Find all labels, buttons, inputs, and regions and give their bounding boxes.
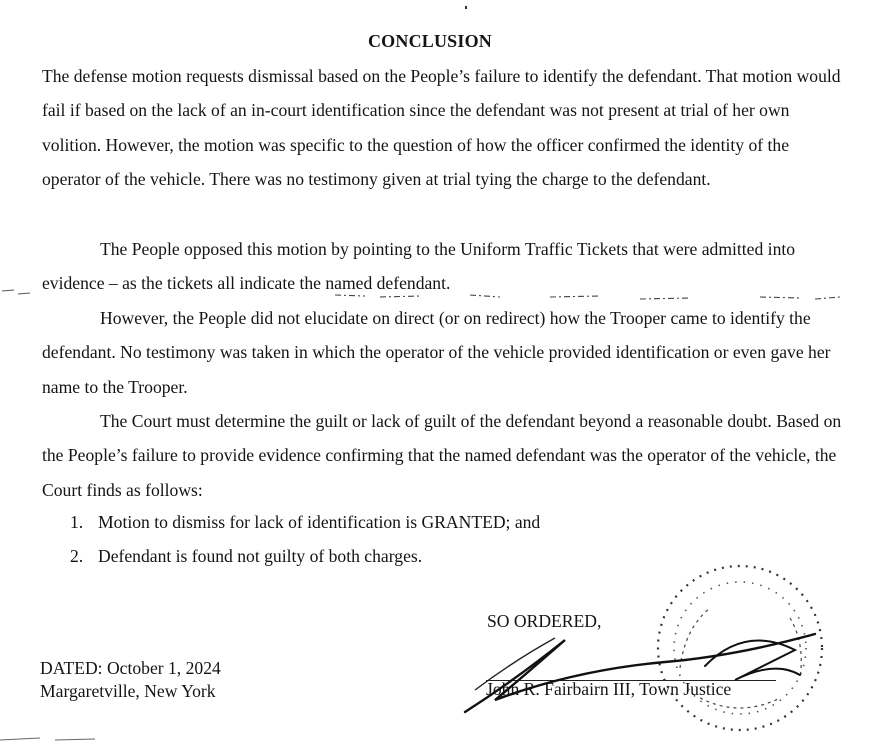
- judge-name: John R. Fairbairn III, Town Justice: [486, 679, 732, 699]
- so-ordered-label: SO ORDERED,: [487, 611, 602, 631]
- dated-block: [40, 657, 221, 703]
- section-heading: CONCLUSION: [367, 31, 493, 51]
- signature-icon: [455, 620, 855, 730]
- place-line: Margaretville, New York: [40, 681, 216, 701]
- finding-text: Motion to dismiss for lack of identification is GRANTED; and: [98, 512, 541, 532]
- judge-signature-line: [486, 680, 776, 702]
- court-seal-icon: [640, 548, 830, 738]
- finding-item-1: [70, 505, 540, 539]
- finding-number: 1.: [70, 512, 84, 532]
- dated-line: DATED: October 1, 2024: [40, 658, 221, 678]
- paragraph-defense-motion: The defense motion requests dismissal based on the People’s failure to identify the defendant. That motion would fail if based on the lack of an in-court identification since the defendant was not present at trial of her own volition. However, the motion was specific to the question of how the officer confirmed the identity of the operator of the vehicle. There was no testimony given at trial tying the charge to the defendant.: [42, 66, 841, 189]
- paragraph-court-findings: The Court must determine the guilt or lack of guilt of the defendant beyond a reasonable doubt. Based on the People’s failure to provide evidence confirming that the named defendant was the operator of the vehicle, the Court finds as follows:: [42, 411, 842, 500]
- finding-text: Defendant is found not guilty of both charges.: [98, 546, 423, 566]
- finding-number: 2.: [70, 546, 84, 566]
- finding-item-2: [70, 539, 422, 573]
- page-speck: [465, 6, 467, 9]
- paragraph-people-opposition: The People opposed this motion by pointing to the Uniform Traffic Tickets that were admitted into evidence – as the tickets all indicate the named defendant.: [42, 239, 796, 294]
- paragraph-no-identification: However, the People did not elucidate on direct (or on redirect) how the Trooper came to identify the defendant. No testimony was taken in which the operator of the vehicle provided identification or even gave her name to the Trooper.: [42, 308, 831, 397]
